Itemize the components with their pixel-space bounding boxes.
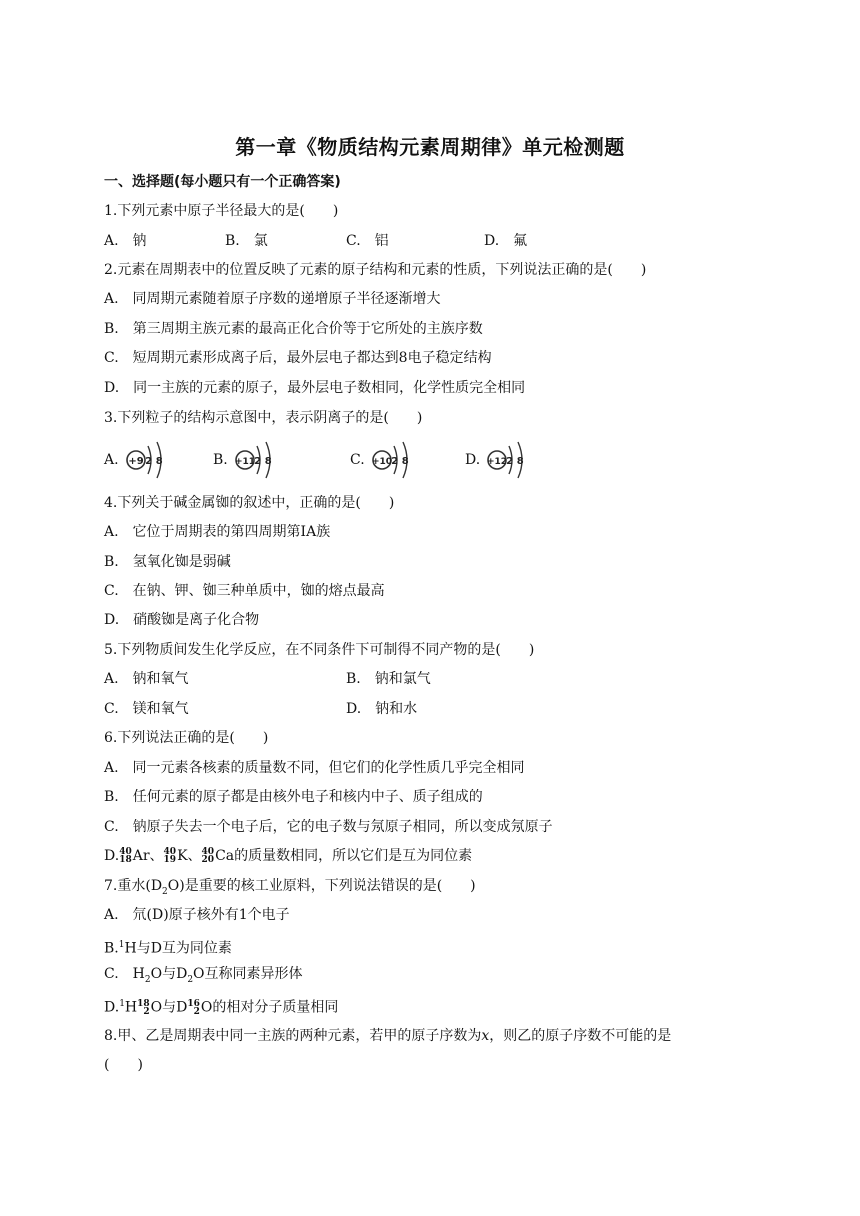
page-title: 第一章《物质结构元素周期律》单元检测题 xyxy=(235,135,625,159)
nucleus-charge: +9 xyxy=(128,456,144,467)
q3-option-c xyxy=(350,440,412,480)
atom-structure-diagram xyxy=(370,440,416,480)
q3-option-a xyxy=(104,440,166,480)
q6-option-c: C. 钠原子失去一个电子后，它的电子数与氖原子相同，所以变成氖原子 xyxy=(104,819,553,835)
stem-text: 8.甲、乙是周期表中同一主族的两种元素，若甲的原子序数为 xyxy=(104,1028,482,1044)
q2-option-d: D. 同一主族的元素的原子，最外层电子数相同，化学性质完全相同 xyxy=(104,380,526,396)
stem-text: O)是重要的核工业原料，下列说法错误的是( ) xyxy=(167,878,476,894)
isotope-notation xyxy=(187,1000,200,1016)
atomic-number: 19 xyxy=(163,855,177,865)
q1-option-a: A. 钠 xyxy=(104,233,147,249)
mass-number: 40 xyxy=(119,847,132,857)
section-heading: 一、选择题(每小题只有一个正确答案) xyxy=(104,174,341,190)
shell-electrons: 2 8 xyxy=(391,456,409,467)
option-text: O与D xyxy=(150,999,188,1016)
q2-option-a: A. 同周期元素随着原子序数的递增原子半径逐渐增大 xyxy=(104,291,441,307)
question-1-stem: 1.下列元素中原子半径最大的是( ) xyxy=(104,203,339,219)
subscript: 2 xyxy=(144,974,151,985)
nucleus-charge: +10 xyxy=(371,457,393,467)
stem-text: ，则乙的原子序数不可能的是 xyxy=(489,1028,672,1044)
nucleus-charge: +11 xyxy=(234,457,256,467)
mass-number: 18 xyxy=(137,998,150,1009)
q4-option-a: A. 它位于周期表的第四周期第ⅠA族 xyxy=(104,524,331,540)
question-3-stem: 3.下列粒子的结构示意图中，表示阴离子的是( ) xyxy=(104,410,423,426)
q1-option-b: B. 氯 xyxy=(225,233,268,249)
mass-number: 40 xyxy=(163,847,177,857)
element-symbol: Ar xyxy=(132,848,150,864)
question-2-stem: 2.元素在周期表中的位置反映了元素的原子结构和元素的性质，下列说法正确的是( ) xyxy=(104,262,647,278)
atomic-number: 18 xyxy=(119,855,132,865)
option-label: A. xyxy=(104,452,119,468)
atom-structure-diagram xyxy=(233,440,279,480)
subscript: 2 xyxy=(193,1006,200,1017)
element-symbol: H xyxy=(124,999,138,1016)
isotope-notation xyxy=(119,848,132,864)
isotope-notation xyxy=(164,848,177,864)
superscript: 1 xyxy=(118,940,125,950)
q6-option-a: A. 同一元素各核素的质量数不同，但它们的化学性质几乎完全相同 xyxy=(104,760,525,776)
option-label: D. xyxy=(104,999,120,1016)
q3-option-d xyxy=(465,440,527,480)
q4-option-d: D. 硝酸铷是离子化合物 xyxy=(104,612,260,628)
question-8-stem-continued: ( ) xyxy=(104,1057,143,1073)
element-symbol: K xyxy=(177,848,188,864)
option-text: O与D xyxy=(150,966,188,982)
shell-electrons: 2 8 xyxy=(506,456,524,467)
option-label: D. xyxy=(104,848,120,864)
variable: x xyxy=(481,1028,490,1044)
option-label: D. xyxy=(465,452,481,468)
atomic-number: 20 xyxy=(201,855,215,865)
q4-option-c: C. 在钠、钾、铷三种单质中，铷的熔点最高 xyxy=(104,583,385,599)
question-6-stem: 6.下列说法正确的是( ) xyxy=(104,730,269,746)
isotope-notation xyxy=(202,848,215,864)
option-label: C. xyxy=(350,452,365,468)
option-text: 的质量数相同，所以它们是互为同位素 xyxy=(234,848,473,864)
superscript: 1 xyxy=(119,999,125,1009)
q6-option-d xyxy=(104,846,472,866)
shell-electrons: 2 8 xyxy=(145,456,163,467)
q7-option-b xyxy=(104,935,232,959)
q1-option-c: C. 铝 xyxy=(346,233,389,249)
question-7-stem xyxy=(104,876,476,902)
atom-structure-diagram xyxy=(124,440,170,480)
separator: 、 xyxy=(149,848,164,864)
subscript: 2 xyxy=(187,974,194,985)
q7-option-c xyxy=(104,964,303,990)
element-symbol: Ca xyxy=(215,848,235,864)
option-text: O的相对分子质量相同 xyxy=(200,999,339,1016)
option-label: B. xyxy=(104,940,119,957)
q7-option-d xyxy=(104,994,338,1018)
q4-option-b: B. 氢氧化铷是弱碱 xyxy=(104,554,231,570)
q2-option-c: C. 短周期元素形成离子后，最外层电子都达到8电子稳定结构 xyxy=(104,350,492,366)
nucleus-charge: +12 xyxy=(486,457,508,467)
q5-option-b: B. 钠和氯气 xyxy=(346,671,431,687)
atom-structure-diagram xyxy=(485,440,531,480)
option-text: O互称同素异形体 xyxy=(193,966,303,982)
q6-option-b: B. 任何元素的原子都是由核外电子和核内中子、质子组成的 xyxy=(104,789,483,805)
isotope-notation xyxy=(137,1000,150,1016)
separator: 、 xyxy=(187,848,202,864)
q7-option-a: A. 氘(D)原子核外有1个电子 xyxy=(104,907,290,923)
question-5-stem: 5.下列物质间发生化学反应，在不同条件下可制得不同产物的是( ) xyxy=(104,642,535,658)
option-text: H与D互为同位素 xyxy=(124,940,232,957)
q5-option-d: D. 钠和水 xyxy=(346,701,418,717)
mass-number: 40 xyxy=(201,847,215,857)
q5-option-c: C. 镁和氧气 xyxy=(104,701,189,717)
mass-number: 16 xyxy=(187,998,200,1009)
q1-option-d: D. 氟 xyxy=(484,233,528,249)
shell-electrons: 2 8 xyxy=(254,456,272,467)
stem-text: 7.重水(D xyxy=(104,878,163,894)
option-label: B. xyxy=(213,452,228,468)
q2-option-b: B. 第三周期主族元素的最高正化合价等于它所处的主族序数 xyxy=(104,321,483,337)
option-text: C. H xyxy=(104,966,145,982)
question-8-stem xyxy=(104,1026,671,1046)
q5-option-a: A. 钠和氧气 xyxy=(104,671,189,687)
subscript: 2 xyxy=(162,886,168,897)
subscript: 2 xyxy=(143,1006,150,1017)
q3-option-b xyxy=(213,440,275,480)
question-4-stem: 4.下列关于碱金属铷的叙述中，正确的是( ) xyxy=(104,495,395,511)
